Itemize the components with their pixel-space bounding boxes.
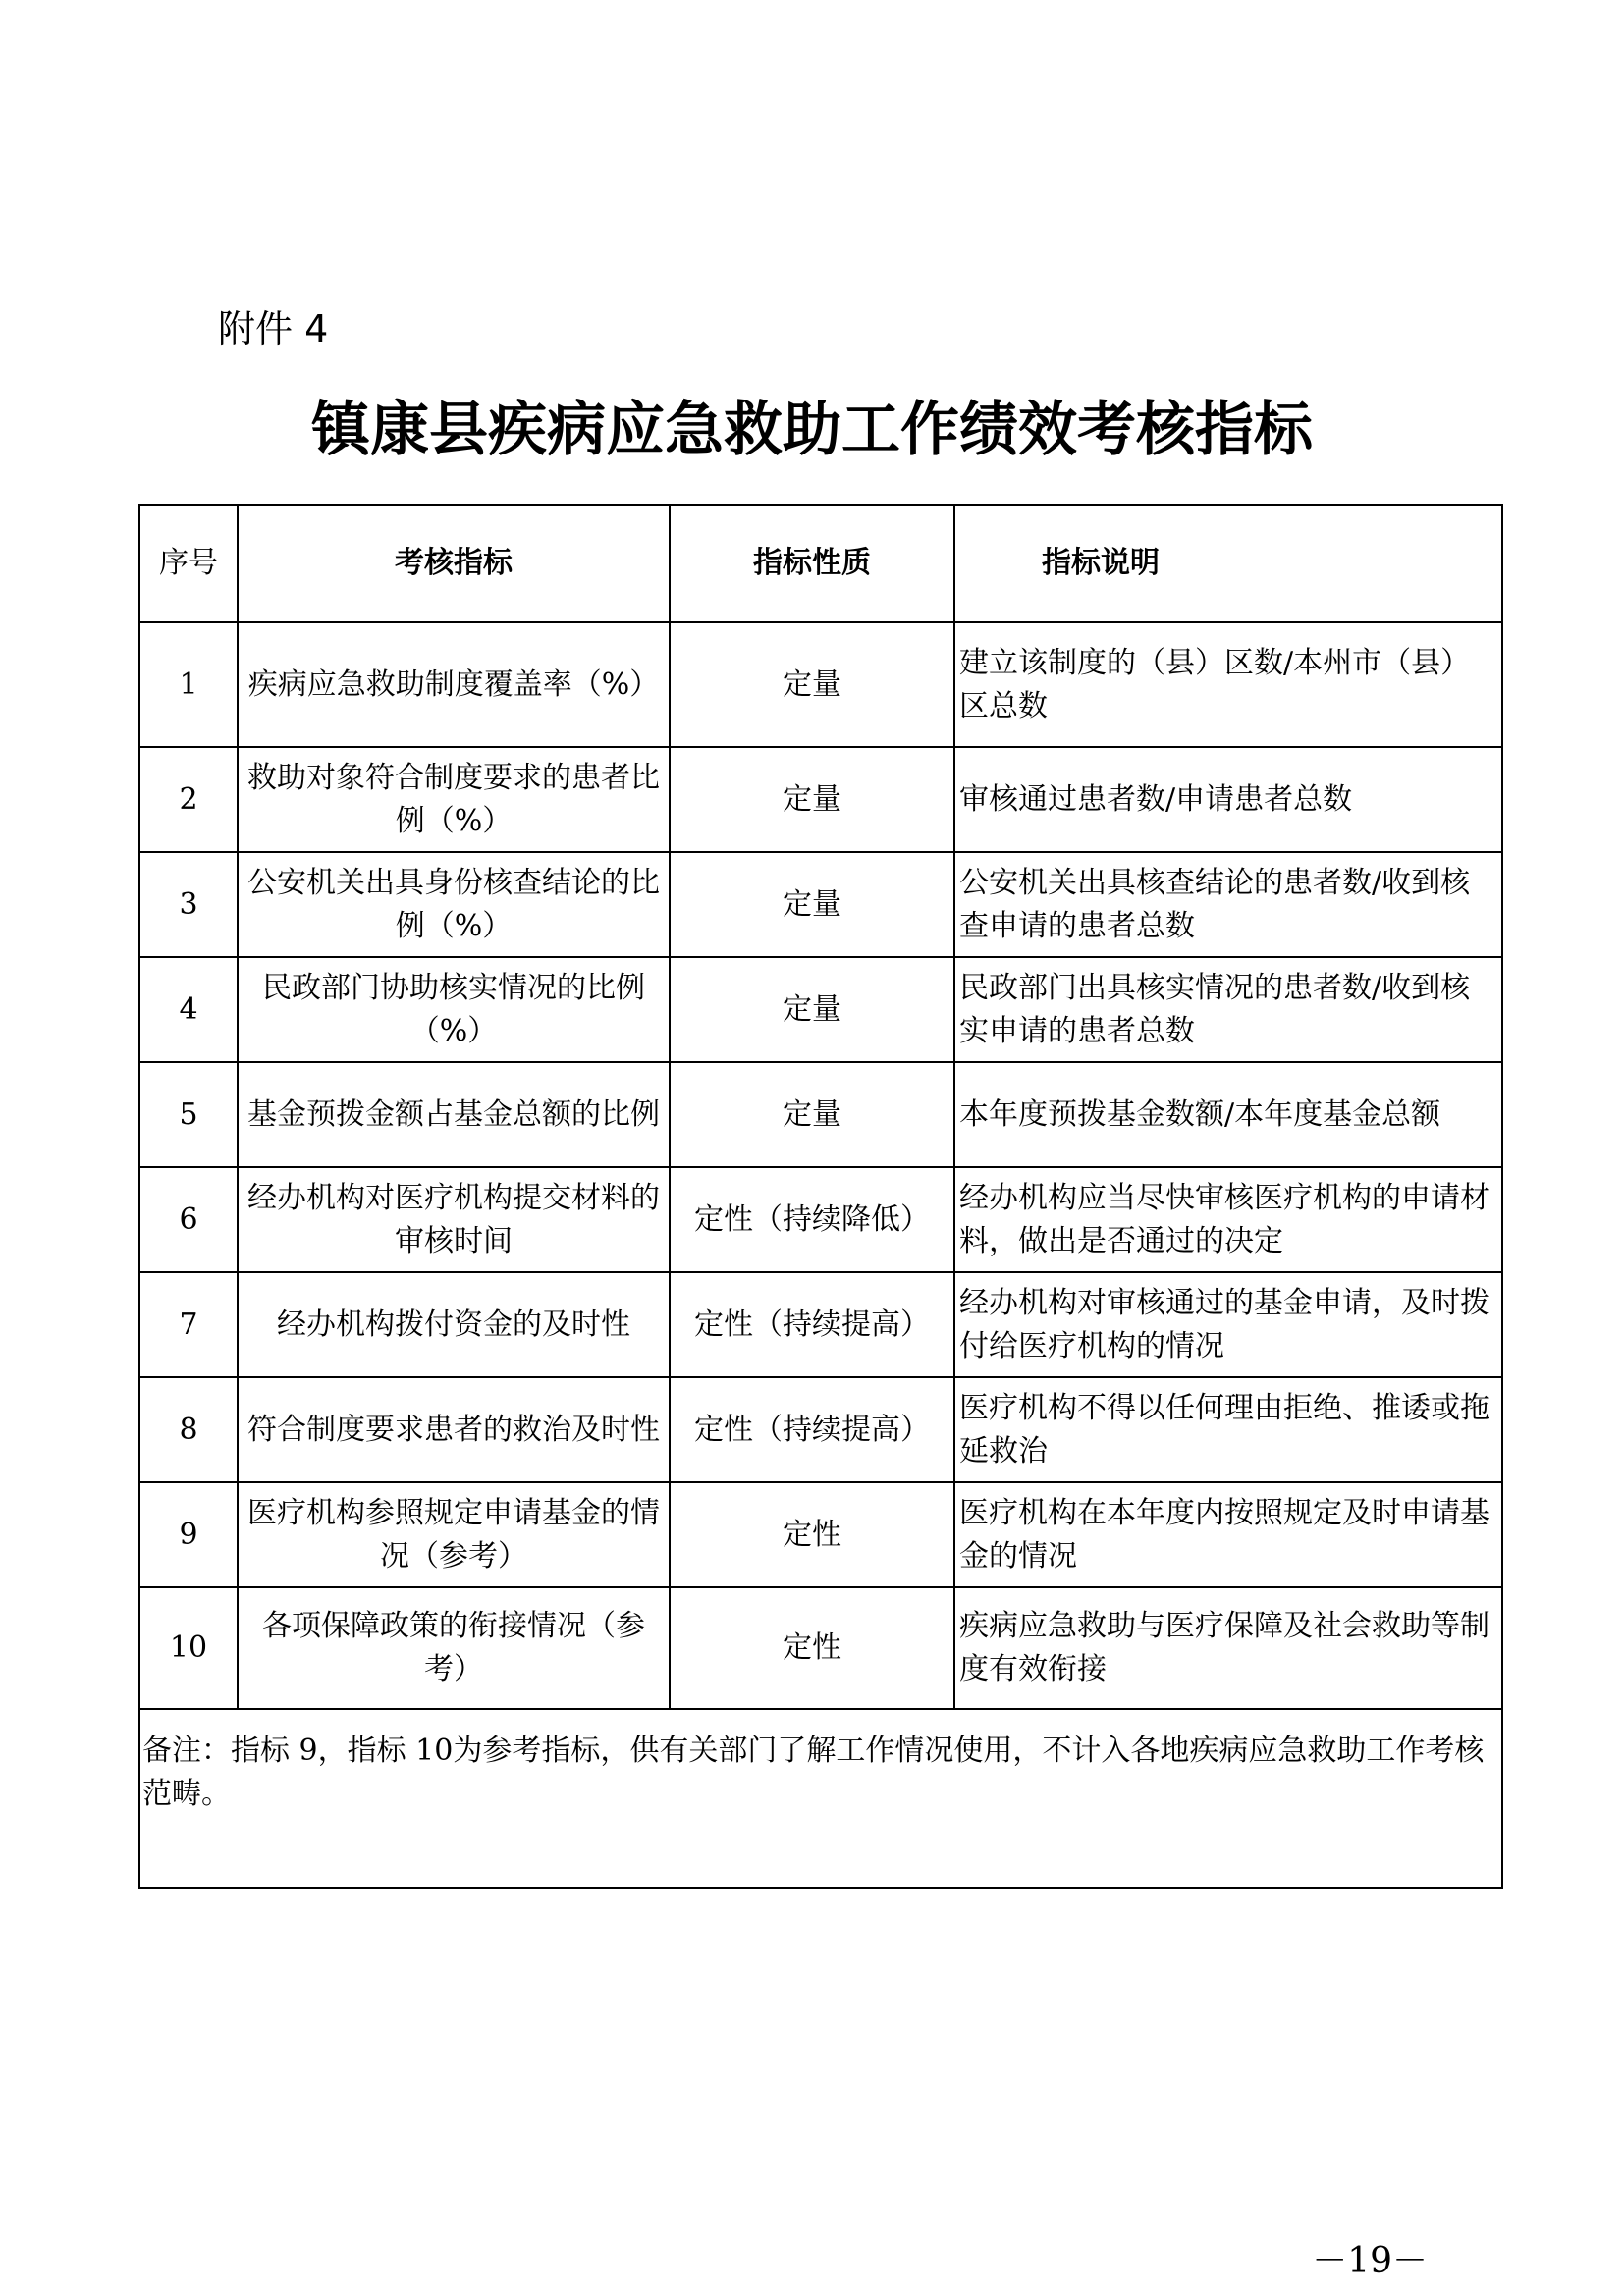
row-no: 1 (139, 622, 238, 747)
row-nature: 定性 (670, 1587, 954, 1709)
row-no: 7 (139, 1272, 238, 1377)
row-indicator: 医疗机构参照规定申请基金的情况（参考） (238, 1482, 670, 1587)
row-no: 6 (139, 1167, 238, 1272)
row-description: 医疗机构在本年度内按照规定及时申请基金的情况 (954, 1482, 1502, 1587)
row-indicator: 救助对象符合制度要求的患者比例（%） (238, 747, 670, 852)
row-nature: 定量 (670, 747, 954, 852)
row-no: 8 (139, 1377, 238, 1482)
table-header-row (139, 505, 1502, 622)
row-nature: 定性（持续提高） (670, 1272, 954, 1377)
row-no: 5 (139, 1062, 238, 1167)
header-indicator: 考核指标 (238, 505, 670, 622)
row-no: 4 (139, 957, 238, 1062)
row-indicator: 疾病应急救助制度覆盖率（%） (238, 622, 670, 747)
table-row (139, 622, 1502, 747)
header-description: 指标说明 (954, 505, 1502, 622)
row-nature: 定量 (670, 622, 954, 747)
row-description: 公安机关出具核查结论的患者数/收到核查申请的患者总数 (954, 852, 1502, 957)
row-description: 经办机构对审核通过的基金申请，及时拨付给医疗机构的情况 (954, 1272, 1502, 1377)
table-row (139, 1167, 1502, 1272)
row-nature: 定性 (670, 1482, 954, 1587)
row-no: 2 (139, 747, 238, 852)
row-description: 审核通过患者数/申请患者总数 (954, 747, 1502, 852)
row-nature: 定量 (670, 1062, 954, 1167)
row-no: 3 (139, 852, 238, 957)
row-indicator: 符合制度要求患者的救治及时性 (238, 1377, 670, 1482)
row-nature: 定性（持续提高） (670, 1377, 954, 1482)
row-indicator: 经办机构拨付资金的及时性 (238, 1272, 670, 1377)
table-row (139, 1272, 1502, 1377)
row-nature: 定性（持续降低） (670, 1167, 954, 1272)
row-indicator: 民政部门协助核实情况的比例（%） (238, 957, 670, 1062)
row-nature: 定量 (670, 957, 954, 1062)
header-no: 序号 (139, 505, 238, 622)
row-description: 经办机构应当尽快审核医疗机构的申请材料，做出是否通过的决定 (954, 1167, 1502, 1272)
page-number: －19－ (1312, 2241, 1428, 2281)
table-row (139, 1062, 1502, 1167)
table-row (139, 957, 1502, 1062)
table-note: 备注：指标 9，指标 10为参考指标，供有关部门了解工作情况使用，不计入各地疾病应急救助工作考核范畴。 (139, 1709, 1502, 1888)
table-row (139, 1482, 1502, 1587)
row-description: 建立该制度的（县）区数/本州市（县）区总数 (954, 622, 1502, 747)
document-title: 镇康县疾病应急救助工作绩效考核指标 (311, 396, 1313, 464)
note-row (139, 1709, 1502, 1888)
table-row (139, 852, 1502, 957)
row-indicator: 经办机构对医疗机构提交材料的审核时间 (238, 1167, 670, 1272)
table-row (139, 747, 1502, 852)
row-no: 10 (139, 1587, 238, 1709)
header-nature: 指标性质 (670, 505, 954, 622)
row-indicator: 基金预拨金额占基金总额的比例 (238, 1062, 670, 1167)
row-description: 民政部门出具核实情况的患者数/收到核实申请的患者总数 (954, 957, 1502, 1062)
row-description: 本年度预拨基金数额/本年度基金总额 (954, 1062, 1502, 1167)
row-indicator: 各项保障政策的衔接情况（参考） (238, 1587, 670, 1709)
row-nature: 定量 (670, 852, 954, 957)
table-row (139, 1377, 1502, 1482)
row-description: 医疗机构不得以任何理由拒绝、推诿或拖延救治 (954, 1377, 1502, 1482)
row-no: 9 (139, 1482, 238, 1587)
annex-label: 附件 4 (218, 307, 329, 350)
indicator-table (138, 504, 1503, 1889)
row-description: 疾病应急救助与医疗保障及社会救助等制度有效衔接 (954, 1587, 1502, 1709)
row-indicator: 公安机关出具身份核查结论的比例（%） (238, 852, 670, 957)
table-row (139, 1587, 1502, 1709)
